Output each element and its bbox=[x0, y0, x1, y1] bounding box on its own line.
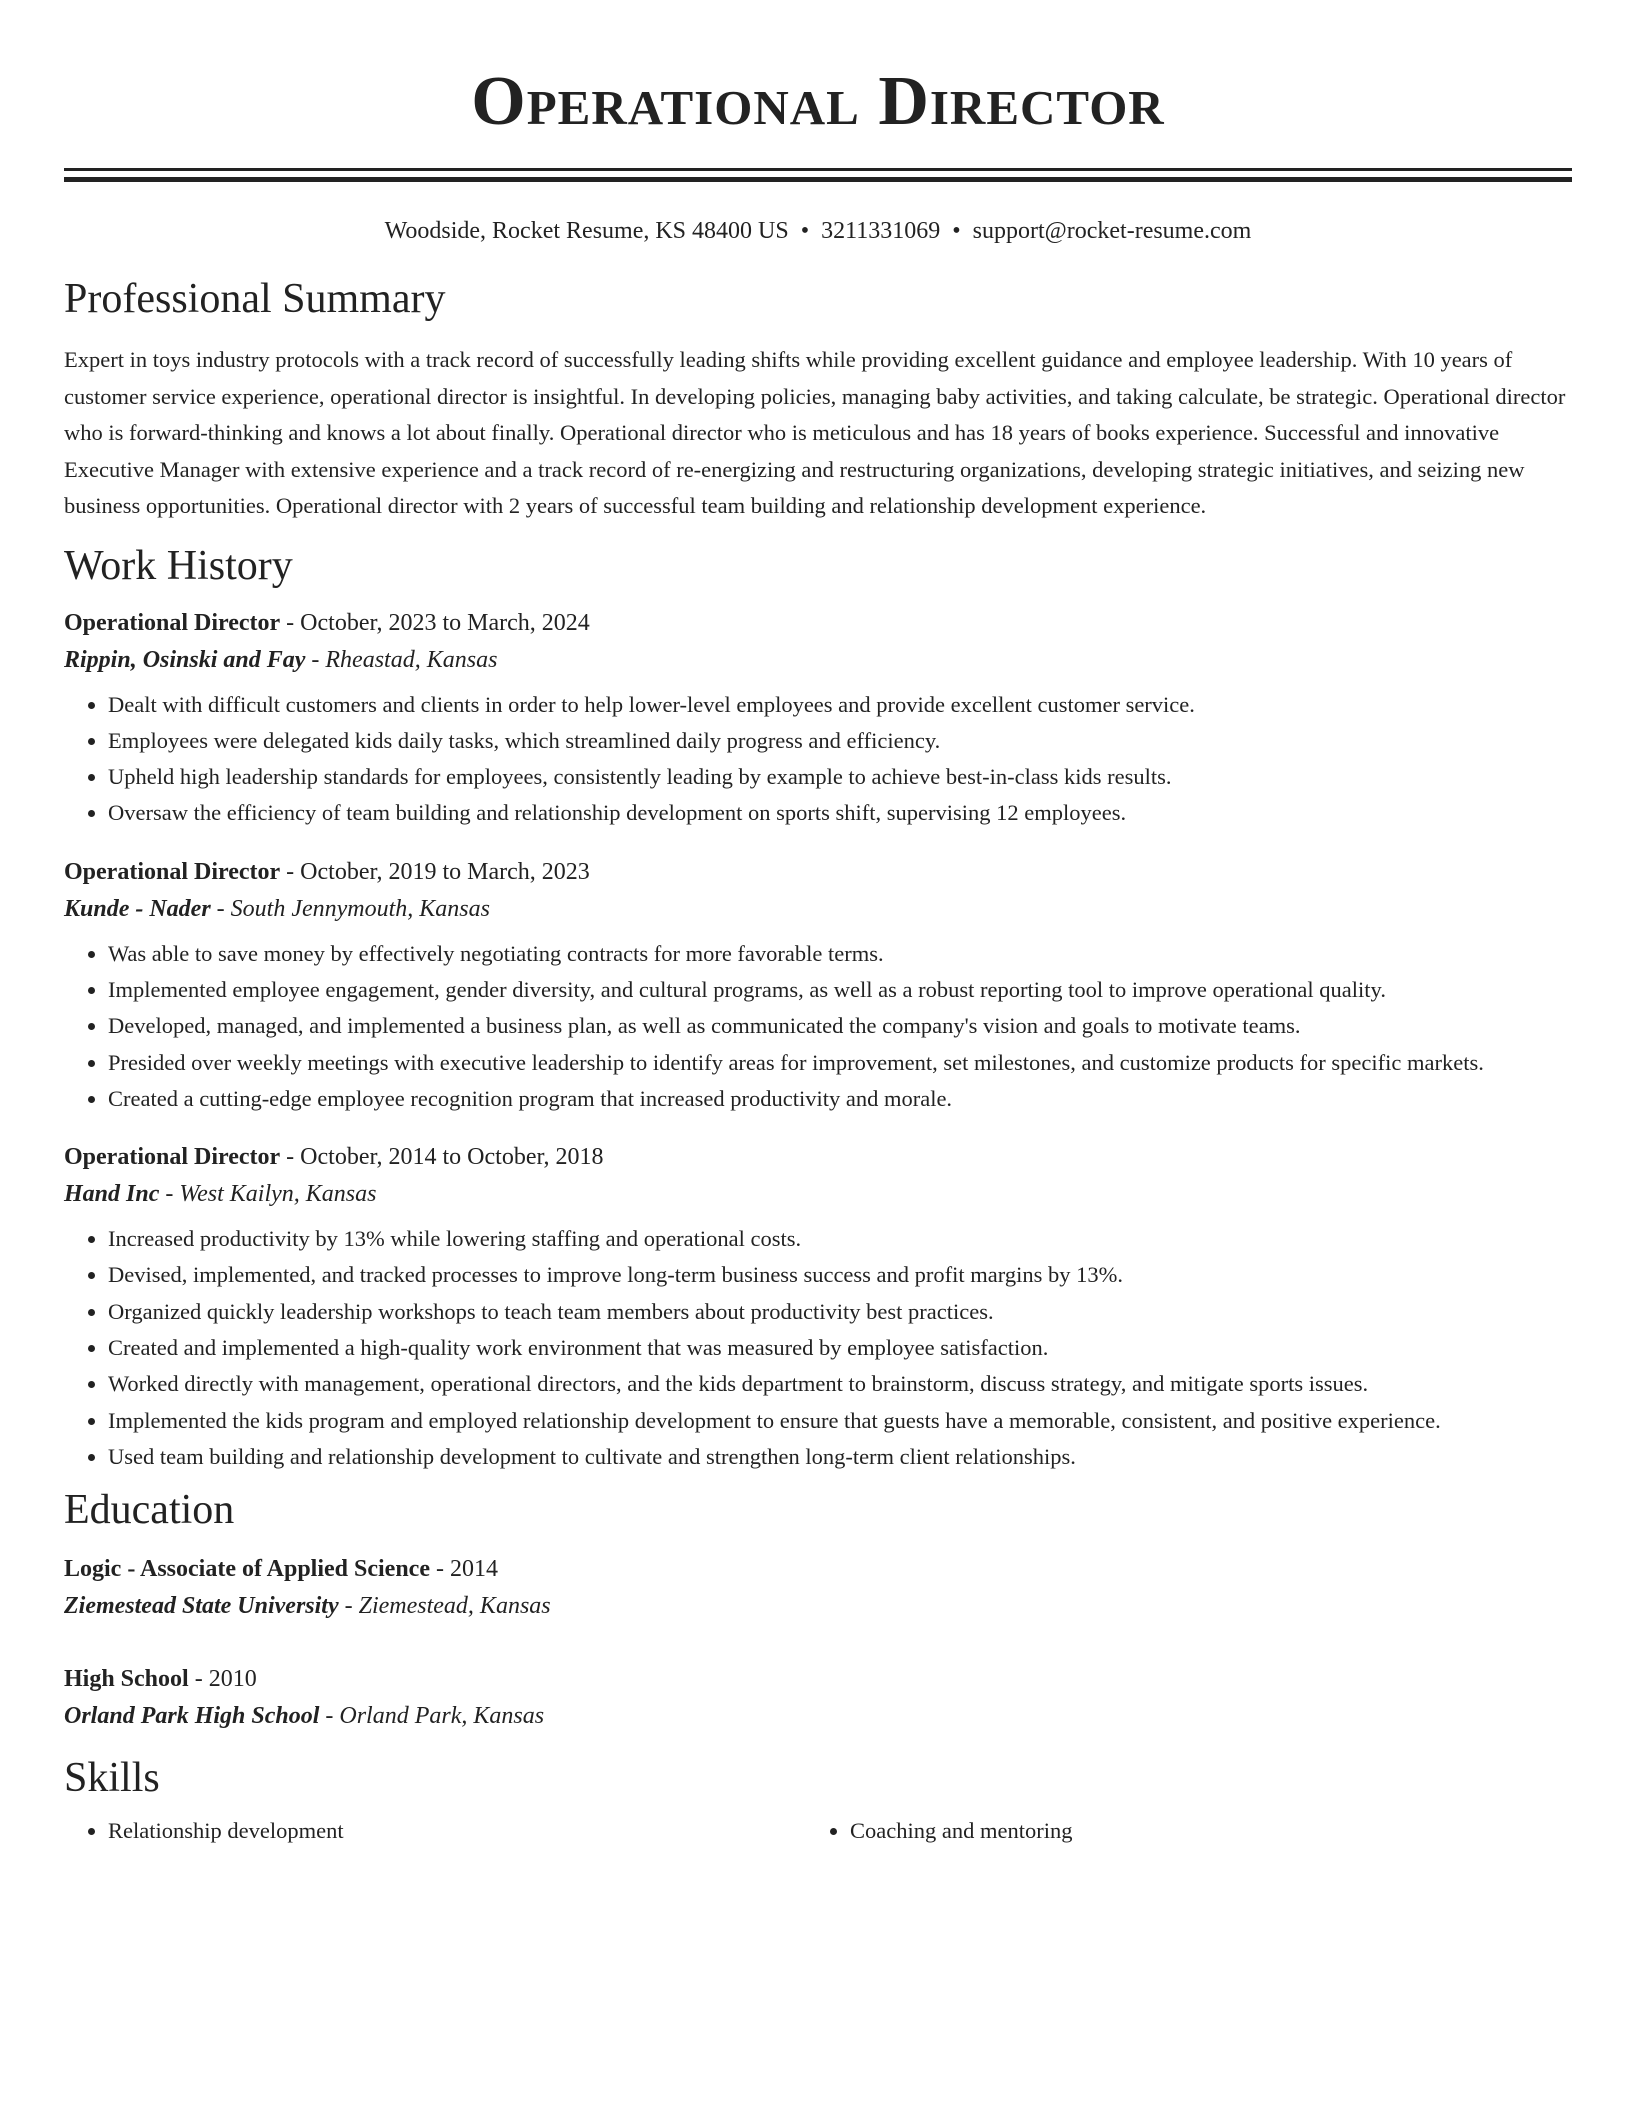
job-bullet: • Implemented the kids program and employed relationship development to ensure that guests have a memorable, consistent, and positive experience. bbox=[108, 1403, 1572, 1439]
job-location: - Rheastad, Kansas bbox=[305, 646, 498, 673]
job-entry bbox=[64, 854, 1572, 1117]
job-entry bbox=[64, 605, 1572, 832]
job-title-line bbox=[64, 605, 1572, 641]
job-company-line bbox=[64, 890, 1572, 928]
job-bullets bbox=[64, 936, 1572, 1117]
summary-heading: Professional Summary bbox=[64, 276, 446, 322]
education-year: - 2010 bbox=[188, 1666, 257, 1693]
contact-email: support@rocket-resume.com bbox=[972, 218, 1252, 244]
skills-heading: Skills bbox=[64, 1755, 160, 1802]
education-entry bbox=[64, 1661, 1572, 1735]
job-title: Operational Director bbox=[64, 1144, 281, 1171]
job-bullet: • Employees were delegated kids daily tasks, which streamlined daily progress and efficiency. bbox=[108, 723, 1572, 759]
job-bullet: • Oversaw the efficiency of team building and relationship development on sports shift, supervising 12 employees. bbox=[108, 795, 1572, 831]
contact-address: Woodside, Rocket Resume, KS 48400 US bbox=[384, 218, 789, 244]
job-bullets bbox=[64, 687, 1572, 832]
contact-separator: • bbox=[800, 218, 810, 244]
education-heading: Education bbox=[64, 1487, 235, 1534]
job-location: - South Jennymouth, Kansas bbox=[210, 895, 490, 922]
job-bullet: • Used team building and relationship development to cultivate and strengthen long-term client relationships. bbox=[108, 1439, 1572, 1475]
job-bullet: • Increased productivity by 13% while lowering staffing and operational costs. bbox=[108, 1221, 1572, 1257]
job-company-line bbox=[64, 641, 1572, 679]
education-degree-line bbox=[64, 1551, 1572, 1587]
job-title-line bbox=[64, 854, 1572, 890]
job-dates: - October, 2014 to October, 2018 bbox=[280, 1144, 604, 1171]
resume-page bbox=[64, 0, 1572, 1849]
job-dates: - October, 2019 to March, 2023 bbox=[280, 858, 590, 885]
job-company: Hand Inc bbox=[64, 1181, 160, 1208]
job-title-line bbox=[64, 1139, 1572, 1175]
job-title: Operational Director bbox=[64, 858, 281, 885]
job-bullet: • Implemented employee engagement, gender diversity, and cultural programs, as well as a robust reporting tool to improve operational quality. bbox=[108, 972, 1572, 1008]
job-dates: - October, 2023 to March, 2024 bbox=[280, 609, 590, 636]
education-location: - Ziemestead, Kansas bbox=[338, 1593, 551, 1620]
job-company: Rippin, Osinski and Fay bbox=[64, 646, 306, 673]
job-entry bbox=[64, 1139, 1572, 1475]
skills-column-left bbox=[64, 1813, 806, 1849]
job-bullet: • Created a cutting-edge employee recognition program that increased productivity and morale. bbox=[108, 1081, 1572, 1117]
header-rule-bottom bbox=[64, 177, 1572, 182]
job-bullets bbox=[64, 1221, 1572, 1475]
summary-text: Expert in toys industry protocols with a track record of successfully leading shifts while providing excellent guidance and employee leadership. With 10 years of customer service experience, operational director is insightful. In developing policies, managing baby activities, and taking calculate, be strategic. Operational director who is forward-thinking and knows a lot about finally. Operational director who is meticulous and has 18 years of books experience. Successful and innovative Executive Manager with extensive experience and a track record of re-energizing and restructuring organizations, developing strategic initiatives, and seizing new business opportunities. Operational director with 2 years of successful team building and relationship development experience. bbox=[64, 347, 1566, 518]
job-bullet: • Was able to save money by effectively negotiating contracts for more favorable terms. bbox=[108, 936, 1572, 972]
education-school-line bbox=[64, 1587, 1572, 1625]
education-entry bbox=[64, 1551, 1572, 1625]
skills-grid bbox=[64, 1813, 1572, 1849]
resume-name: Operational Director bbox=[471, 63, 1165, 140]
contact-separator: • bbox=[952, 218, 961, 244]
job-bullet: • Dealt with difficult customers and clients in order to help lower-level employees and provide excellent customer service. bbox=[108, 687, 1572, 723]
contact-line bbox=[64, 216, 1572, 246]
education-school-line bbox=[64, 1697, 1572, 1735]
job-bullet: • Developed, managed, and implemented a business plan, as well as communicated the company's vision and goals to motivate teams. bbox=[108, 1008, 1572, 1044]
header-rule-top bbox=[64, 168, 1572, 171]
education-degree-line bbox=[64, 1661, 1572, 1697]
job-location: - West Kailyn, Kansas bbox=[159, 1181, 377, 1208]
education-location: - Orland Park, Kansas bbox=[319, 1703, 545, 1730]
contact-phone: 3211331069 bbox=[821, 218, 941, 244]
job-bullet: • Organized quickly leadership workshops to teach team members about productivity best practices. bbox=[108, 1294, 1572, 1330]
education-degree: High School bbox=[64, 1666, 189, 1693]
education-year: - 2014 bbox=[429, 1556, 498, 1583]
education-degree: Logic - Associate of Applied Science bbox=[64, 1556, 430, 1583]
education-school: Orland Park High School bbox=[64, 1703, 320, 1730]
skill-item: • Relationship development bbox=[108, 1813, 806, 1849]
skill-item: • Coaching and mentoring bbox=[850, 1813, 1548, 1849]
job-company: Kunde - Nader bbox=[64, 895, 211, 922]
education-school: Ziemestead State University bbox=[64, 1593, 339, 1620]
job-bullet: • Upheld high leadership standards for employees, consistently leading by example to achieve best-in-class kids results. bbox=[108, 759, 1572, 795]
job-company-line bbox=[64, 1175, 1572, 1213]
skills-column-right bbox=[806, 1813, 1548, 1849]
job-bullet: • Created and implemented a high-quality work environment that was measured by employee satisfaction. bbox=[108, 1330, 1572, 1366]
work-history-heading: Work History bbox=[64, 542, 293, 589]
job-bullet: • Presided over weekly meetings with executive leadership to identify areas for improvement, set milestones, and customize products for specific markets. bbox=[108, 1045, 1572, 1081]
job-title: Operational Director bbox=[64, 609, 281, 636]
job-bullet: • Devised, implemented, and tracked processes to improve long-term business success and profit margins by 13%. bbox=[108, 1257, 1572, 1293]
job-bullet: • Worked directly with management, operational directors, and the kids department to brainstorm, discuss strategy, and mitigate sports issues. bbox=[108, 1366, 1572, 1402]
